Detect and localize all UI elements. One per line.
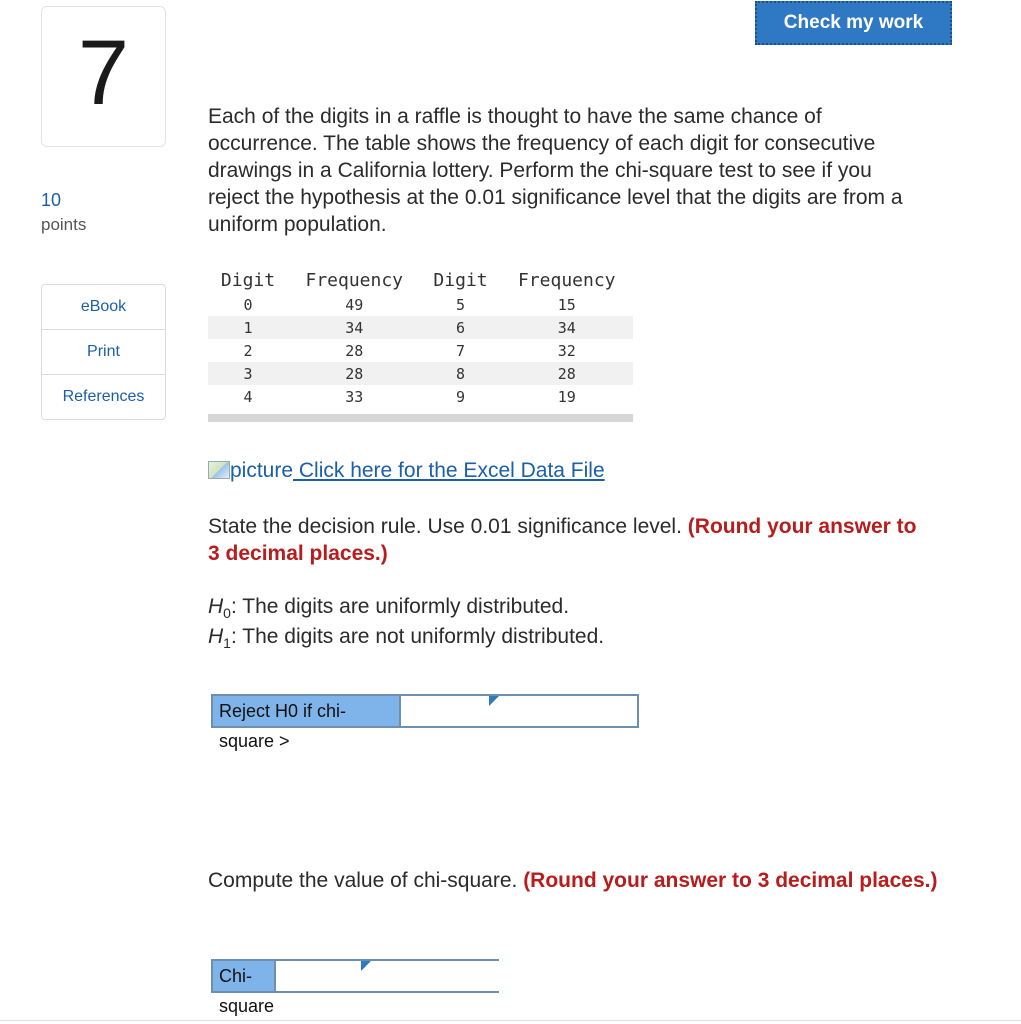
table-cell: 1 — [208, 316, 288, 339]
chi-square-row — [211, 959, 499, 1016]
decision-rule-label: Reject H0 if chi-square > — [213, 696, 399, 726]
column-header: Frequency — [517, 270, 616, 291]
table-cell: 33 — [345, 387, 364, 406]
table-row — [208, 316, 633, 339]
table-cell: 19 — [557, 387, 576, 406]
table-cell: 28 — [288, 362, 420, 385]
table-cell: 15 — [557, 295, 576, 314]
frequency-table — [208, 268, 633, 408]
h1-symbol: H — [208, 625, 224, 648]
part1-text: State the decision rule. Use 0.01 significance level. — [208, 515, 688, 538]
points-value: 10 — [41, 190, 62, 210]
table-cell: 4 — [243, 387, 253, 406]
table-cell: 7 — [455, 341, 466, 360]
table-row — [208, 385, 633, 408]
table-cell: 5 — [455, 295, 466, 314]
alternative-hypothesis — [208, 625, 604, 651]
table-header-row — [208, 268, 633, 293]
table-scrollbar[interactable] — [208, 414, 633, 422]
part1-instructions — [208, 513, 928, 567]
h0-symbol: H — [208, 595, 224, 618]
h0-subscript: 0 — [223, 605, 231, 622]
table-cell: 49 — [345, 295, 364, 314]
question-number-card — [41, 6, 166, 147]
bottom-divider — [0, 1020, 1021, 1021]
points-label: points — [41, 215, 87, 234]
decision-rule-row — [211, 694, 639, 751]
image-alt-text: picture — [230, 459, 294, 482]
excel-link-text[interactable]: Click here for the Excel Data File — [293, 459, 605, 482]
part2-text: Compute the value of chi-square. — [208, 869, 524, 892]
references-link[interactable]: References — [62, 388, 145, 405]
table-cell: 8 — [420, 362, 500, 385]
column-header: Digit — [433, 270, 488, 291]
part1-hint: (Round your answer to 3 decimal places.) — [208, 515, 917, 565]
question-number: 7 — [77, 22, 130, 124]
table-cell: 9 — [455, 387, 466, 406]
question-prompt: Each of the digits in a raffle is thought to have the same chance of occurrence. The table shows the frequency of each digit for consecutive drawings in a California lottery. Perform the chi-square test to see if you reject the hypothesis at the 0.01 significance level that the digits are from a uniform population. — [208, 105, 903, 236]
table-cell: 34 — [501, 316, 633, 339]
h1-subscript: 1 — [223, 635, 231, 652]
chi-square-input[interactable] — [274, 961, 512, 991]
part2-hint: (Round your answer to 3 decimal places.) — [523, 869, 938, 892]
table-row — [208, 293, 633, 316]
table-cell: 28 — [501, 362, 633, 385]
table-cell: 3 — [208, 362, 288, 385]
column-header: Digit — [220, 270, 276, 291]
print-link[interactable]: Print — [42, 330, 165, 375]
check-my-work-button[interactable]: Check my work — [755, 1, 952, 45]
table-cell: 32 — [557, 341, 576, 360]
table-cell: 0 — [243, 295, 253, 314]
column-header: Frequency — [305, 270, 404, 291]
table-cell: 34 — [288, 316, 420, 339]
resource-links — [41, 284, 166, 420]
chi-square-label: Chi-square — [213, 961, 274, 991]
decision-rule-input[interactable] — [399, 696, 637, 726]
input-corner-icon — [361, 961, 371, 971]
excel-data-link[interactable] — [208, 459, 605, 483]
table-row — [208, 339, 633, 362]
h1-text: : The digits are not uniformly distributed. — [230, 625, 605, 648]
table-cell: 28 — [345, 341, 364, 360]
broken-image-icon — [208, 461, 230, 479]
input-corner-icon — [489, 696, 499, 706]
null-hypothesis — [208, 595, 569, 621]
table-cell: 6 — [420, 316, 500, 339]
ebook-link[interactable]: eBook — [42, 285, 165, 330]
h0-text: : The digits are uniformly distributed. — [230, 595, 570, 618]
table-cell: 2 — [243, 341, 253, 360]
part2-instructions — [208, 867, 948, 894]
table-row — [208, 362, 633, 385]
